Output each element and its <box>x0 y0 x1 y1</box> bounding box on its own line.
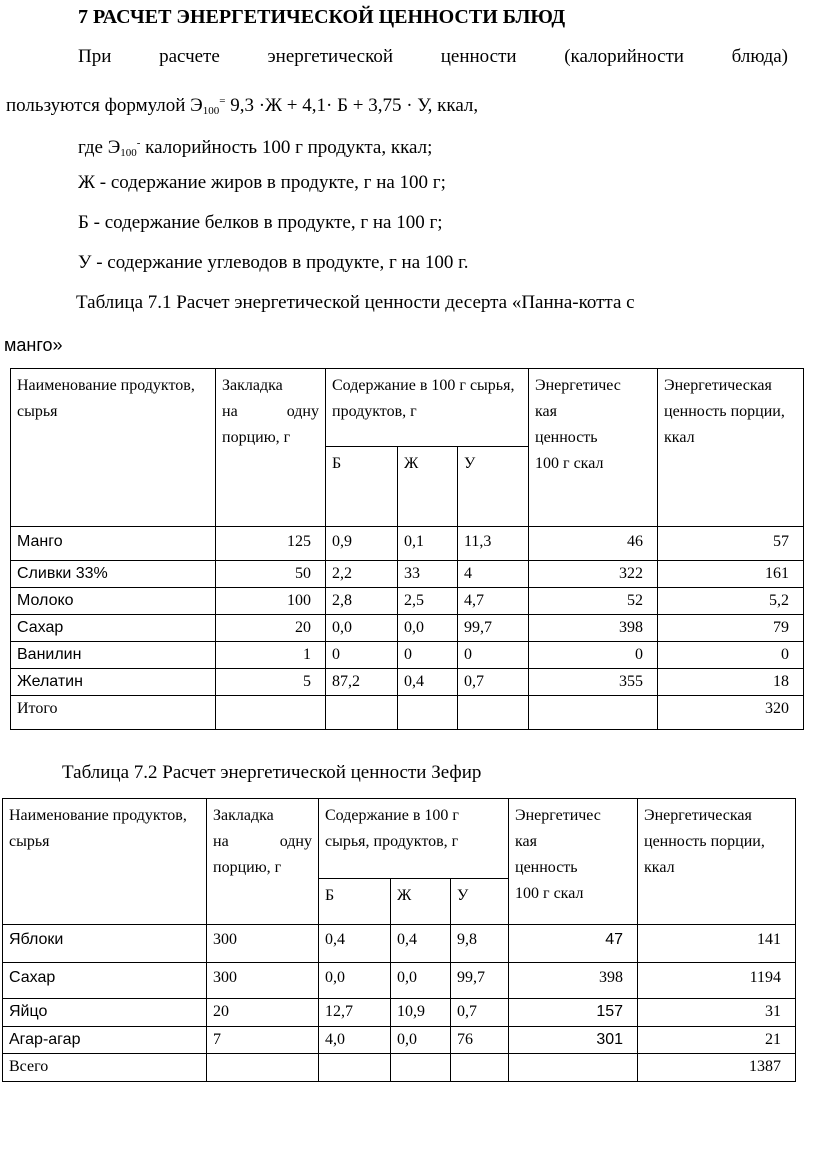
table1-caption-part1: Таблица 7.1 Расчет энергетической ценности десерта «Панна-котта с <box>76 292 635 313</box>
intro-line-1-text: При расчете энергетической ценности (калорийности блюда) <box>78 46 788 67</box>
t2-cell-u: 9,8 <box>451 925 509 963</box>
intro-line-1 <box>78 46 788 68</box>
t1-total-empty <box>326 696 398 730</box>
t2-total-empty <box>207 1054 319 1082</box>
t1-cell-ep: 79 <box>658 615 804 642</box>
t2-total-empty <box>509 1054 638 1082</box>
t2-portion-l1: Закладка <box>213 807 274 824</box>
where-end: калорийность 100 г продукта, ккал; <box>140 137 433 158</box>
table-row <box>11 588 804 615</box>
table-row <box>3 1027 796 1054</box>
t1-cell-zh: 33 <box>398 561 458 588</box>
formula-end: 9,3 ·Ж + 4,1· Б + 3,75 · У, ккал, <box>225 95 479 116</box>
t1-total-empty <box>529 696 658 730</box>
t2-total-empty <box>319 1054 391 1082</box>
t2-cell-portion: 20 <box>207 999 319 1027</box>
t1-cell-b: 87,2 <box>326 669 398 696</box>
table-row <box>11 669 804 696</box>
t2-cell-zh: 0,4 <box>391 925 451 963</box>
t2-cell-u: 99,7 <box>451 963 509 999</box>
t2-cell-portion: 7 <box>207 1027 319 1054</box>
t1-cell-zh: 0 <box>398 642 458 669</box>
t1-cell-b: 0,0 <box>326 615 398 642</box>
t2-cell-zh: 0,0 <box>391 1027 451 1054</box>
t1-cell-portion: 100 <box>216 588 326 615</box>
t2-total-label: Всего <box>3 1054 207 1082</box>
t1-cell-portion: 125 <box>216 527 326 561</box>
t2-header-portion-energy: Энергетическая ценность порции, ккал <box>638 799 796 925</box>
t1-cell-zh: 2,5 <box>398 588 458 615</box>
t2-cell-ep: 31 <box>638 999 796 1027</box>
t2-total-value: 1387 <box>638 1054 796 1082</box>
t1-cell-u: 4 <box>458 561 529 588</box>
where-line <box>78 132 432 164</box>
fat-definition: Ж - содержание жиров в продукте, г на 100 г; <box>78 172 446 193</box>
formula-subscript: 100 <box>202 105 220 117</box>
t1-cell-zh: 0,1 <box>398 527 458 561</box>
t1-cell-ep: 5,2 <box>658 588 804 615</box>
t1-e100-l1: Энергетичес <box>535 377 621 394</box>
t1-portion-l3: порцию, г <box>222 429 291 446</box>
t1-cell-e100: 355 <box>529 669 658 696</box>
t2-cell-e100: 398 <box>509 963 638 999</box>
t1-cell-name: Ванилин <box>11 642 216 669</box>
section-heading: 7 РАСЧЕТ ЭНЕРГЕТИЧЕСКОЙ ЦЕННОСТИ БЛЮД <box>78 6 566 28</box>
t2-header-energy100 <box>509 799 638 925</box>
table1-caption <box>76 292 635 314</box>
t2-cell-e100: 301 <box>509 1027 638 1054</box>
table2-caption: Таблица 7.2 Расчет энергетической ценности Зефир <box>62 762 482 783</box>
t1-header-fat: Ж <box>398 447 458 527</box>
t1-cell-e100: 52 <box>529 588 658 615</box>
t2-portion-l2b: одну <box>279 833 312 850</box>
t2-header-fat: Ж <box>391 879 451 925</box>
t1-cell-e100: 398 <box>529 615 658 642</box>
t1-cell-b: 0,9 <box>326 527 398 561</box>
t2-total-empty <box>451 1054 509 1082</box>
t1-header-content: Содержание в 100 г сырья, продуктов, г <box>326 369 529 447</box>
t1-e100-l3: ценность <box>535 429 598 446</box>
t2-portion-l2a: на <box>213 833 229 850</box>
t1-portion-l2a: на <box>222 403 238 420</box>
t2-portion-l3: порцию, г <box>213 859 282 876</box>
t1-cell-u: 99,7 <box>458 615 529 642</box>
table-row <box>3 999 796 1027</box>
t1-cell-ep: 18 <box>658 669 804 696</box>
t1-total-empty <box>458 696 529 730</box>
t1-cell-name: Желатин <box>11 669 216 696</box>
t2-cell-name: Яйцо <box>3 999 207 1027</box>
t1-cell-name: Сахар <box>11 615 216 642</box>
t1-cell-name: Сливки 33% <box>11 561 216 588</box>
t1-cell-u: 11,3 <box>458 527 529 561</box>
table-row <box>3 925 796 963</box>
t1-cell-u: 0,7 <box>458 669 529 696</box>
t2-cell-b: 4,0 <box>319 1027 391 1054</box>
t2-cell-zh: 10,9 <box>391 999 451 1027</box>
t1-header-carb: У <box>458 447 529 527</box>
table-row <box>3 963 796 999</box>
t2-header-portion <box>207 799 319 925</box>
t1-total-empty <box>216 696 326 730</box>
t2-e100-l1: Энергетичес <box>515 807 601 824</box>
where-start: где Э <box>78 137 121 158</box>
t1-cell-portion: 50 <box>216 561 326 588</box>
t1-cell-b: 2,2 <box>326 561 398 588</box>
table-total-row <box>11 696 804 730</box>
t1-cell-zh: 0,4 <box>398 669 458 696</box>
table-row <box>11 561 804 588</box>
t1-cell-portion: 5 <box>216 669 326 696</box>
t2-header-name: Наименование продуктов, сырья <box>3 799 207 925</box>
t2-header-protein: Б <box>319 879 391 925</box>
t2-e100-l4: 100 г скал <box>515 885 584 902</box>
table1-caption-part2: манго» <box>4 335 63 355</box>
t1-cell-e100: 322 <box>529 561 658 588</box>
t2-cell-name: Яблоки <box>3 925 207 963</box>
carb-definition: У - содержание углеводов в продукте, г на 100 г. <box>78 252 469 273</box>
t2-cell-portion: 300 <box>207 963 319 999</box>
t2-cell-b: 12,7 <box>319 999 391 1027</box>
t2-cell-b: 0,0 <box>319 963 391 999</box>
table-row <box>11 527 804 561</box>
t2-cell-name: Сахар <box>3 963 207 999</box>
where-subscript: 100 <box>120 147 137 159</box>
t1-header-portion-energy: Энергетическая ценность порции, ккал <box>658 369 804 527</box>
t1-cell-e100: 0 <box>529 642 658 669</box>
t1-e100-l2: кая <box>535 403 558 420</box>
t1-e100-l4: 100 г скал <box>535 455 604 472</box>
protein-definition: Б - содержание белков в продукте, г на 100 г; <box>78 212 443 233</box>
t2-portion-l2 <box>213 829 312 855</box>
t1-cell-portion: 1 <box>216 642 326 669</box>
t1-total-empty <box>398 696 458 730</box>
formula-superscript: = <box>219 95 226 107</box>
t2-e100-l3: ценность <box>515 859 578 876</box>
t1-cell-u: 4,7 <box>458 588 529 615</box>
t2-cell-ep: 21 <box>638 1027 796 1054</box>
t2-cell-e100: 47 <box>509 925 638 963</box>
t1-cell-name: Манго <box>11 527 216 561</box>
t2-header-carb: У <box>451 879 509 925</box>
t1-cell-zh: 0,0 <box>398 615 458 642</box>
t1-cell-u: 0 <box>458 642 529 669</box>
table2 <box>2 798 796 1082</box>
t2-cell-u: 0,7 <box>451 999 509 1027</box>
t1-header-portion <box>216 369 326 527</box>
formula-start: пользуются формулой Э <box>6 95 203 116</box>
t1-header-energy100 <box>529 369 658 527</box>
where-superscript: - <box>136 137 141 149</box>
t2-cell-ep: 141 <box>638 925 796 963</box>
t1-header-protein: Б <box>326 447 398 527</box>
t2-e100-l2: кая <box>515 833 538 850</box>
t2-cell-zh: 0,0 <box>391 963 451 999</box>
t2-total-empty <box>391 1054 451 1082</box>
t1-portion-l1: Закладка <box>222 377 283 394</box>
t2-cell-name: Агар-агар <box>3 1027 207 1054</box>
t2-cell-portion: 300 <box>207 925 319 963</box>
t1-cell-ep: 57 <box>658 527 804 561</box>
t1-cell-b: 0 <box>326 642 398 669</box>
t1-cell-name: Молоко <box>11 588 216 615</box>
table1 <box>10 368 804 730</box>
t2-header-content: Содержание в 100 г сырья, продуктов, г <box>319 799 509 879</box>
t1-total-value: 320 <box>658 696 804 730</box>
t1-cell-ep: 0 <box>658 642 804 669</box>
t1-portion-l2b: одну <box>286 403 319 420</box>
t2-cell-b: 0,4 <box>319 925 391 963</box>
t2-cell-u: 76 <box>451 1027 509 1054</box>
table-row <box>11 615 804 642</box>
t1-cell-ep: 161 <box>658 561 804 588</box>
table-row <box>11 642 804 669</box>
t1-portion-l2 <box>222 399 319 425</box>
table-total-row <box>3 1054 796 1082</box>
t1-header-name: Наименование продуктов, сырья <box>11 369 216 527</box>
t1-cell-e100: 46 <box>529 527 658 561</box>
t1-cell-b: 2,8 <box>326 588 398 615</box>
formula-line <box>6 90 478 122</box>
t1-cell-portion: 20 <box>216 615 326 642</box>
t2-cell-e100: 157 <box>509 999 638 1027</box>
t2-cell-ep: 1194 <box>638 963 796 999</box>
t1-total-label: Итого <box>11 696 216 730</box>
